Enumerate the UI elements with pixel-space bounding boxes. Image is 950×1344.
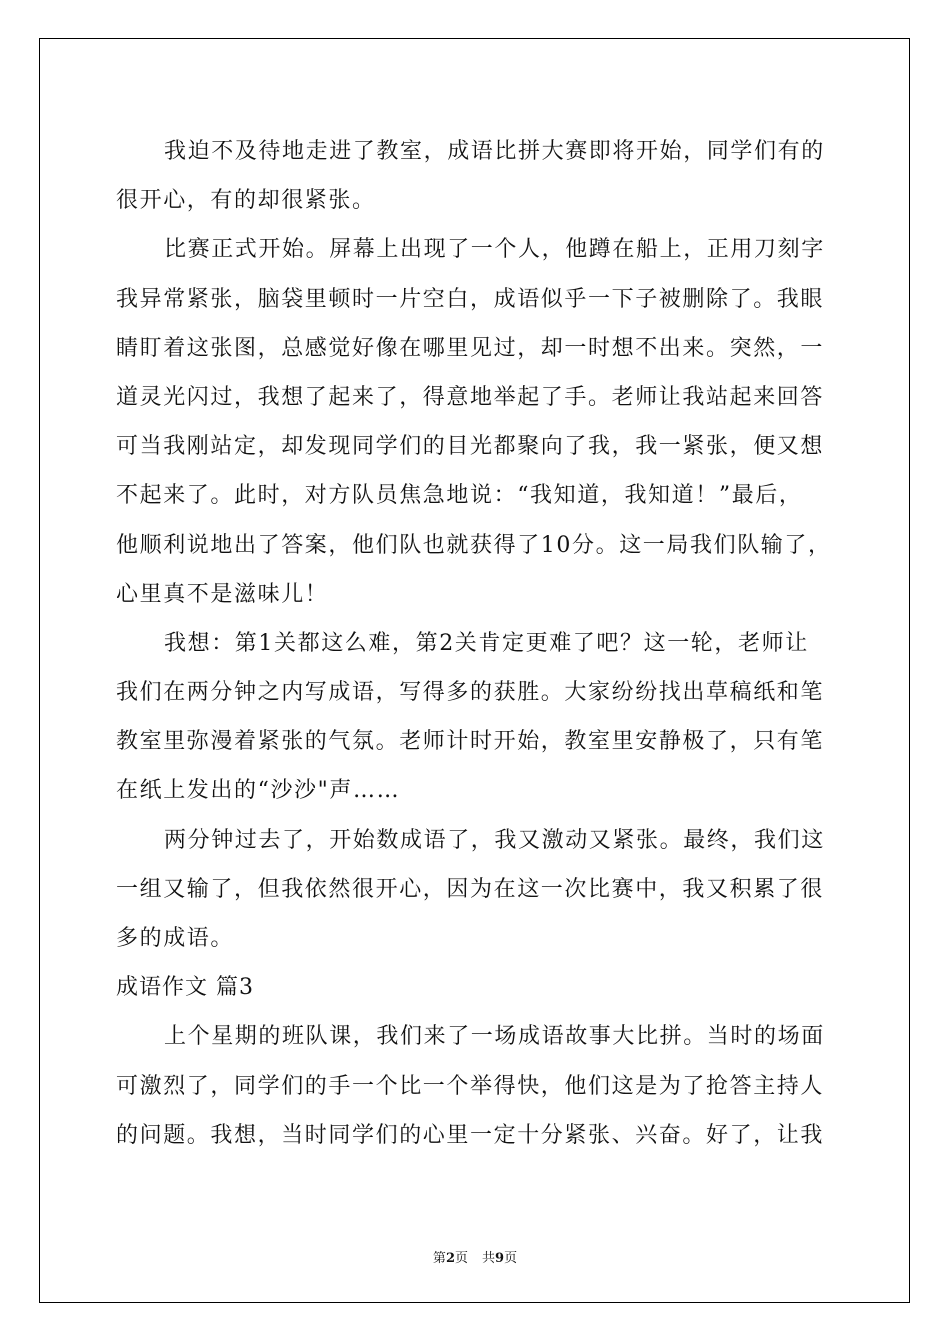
text-line: 心里真不是滋味儿！ [116,581,329,607]
section-heading: 成语作文 篇3 [116,975,254,1001]
total-pages: 9 [495,1251,505,1266]
text-line: 比赛正式开始。屏幕上出现了一个人，他蹲在船上，正用刀刻字 [164,237,825,263]
text-line: 在纸上发出的“沙沙"声…… [116,778,401,804]
text-line: 可激烈了，同学们的手一个比一个举得快，他们这是为了抢答主持人 [116,1073,825,1099]
total-prefix: 共 [482,1251,496,1266]
text-line: 我异常紧张，脑袋里顿时一片空白，成语似乎一下子被删除了。我眼 [116,286,825,312]
page-footer [0,1247,950,1266]
text-line: 我们在两分钟之内写成语，写得多的获胜。大家纷纷找出草稿纸和笔 [116,680,825,706]
text-line: 的问题。我想，当时同学们的心里一定十分紧张、兴奋。好了，让我 [116,1122,825,1148]
page-suffix: 页 [454,1251,468,1266]
text-line: 很开心，有的却很紧张。 [116,188,376,214]
text-line: 睛盯着这张图，总感觉好像在哪里见过，却一时想不出来。突然，一 [116,335,825,361]
text-line: 可当我刚站定，却发现同学们的目光都聚向了我，我一紧张，便又想 [116,434,825,460]
text-line: 多的成语。 [116,926,235,951]
page-prefix: 第 [432,1251,446,1266]
text-line: 他顺利说地出了答案，他们队也就获得了10分。这一局我们队输了， [116,532,832,558]
text-line: 两分钟过去了，开始数成语了，我又激动又紧张。最终，我们这 [164,827,825,853]
text-line: 上个星期的班队课，我们来了一场成语故事大比拼。当时的场面 [164,1024,825,1050]
page-number: 2 [445,1251,455,1266]
total-suffix: 页 [504,1251,518,1266]
text-line: 不起来了。此时，对方队员焦急地说：“我知道，我知道！”最后， [116,483,803,509]
text-line: 我迫不及待地走进了教室，成语比拼大赛即将开始，同学们有的 [164,139,825,164]
text-line: 教室里弥漫着紧张的气氛。老师计时开始，教室里安静极了，只有笔 [116,729,825,755]
text-line: 一组又输了，但我依然很开心，因为在这一次比赛中，我又积累了很 [116,876,825,902]
text-line: 道灵光闪过，我想了起来了，得意地举起了手。老师让我站起来回答 [116,384,825,410]
text-line: 我想：第1关都这么难，第2关肯定更难了吧？这一轮，老师让 [164,630,809,656]
document-body [116,127,836,1160]
